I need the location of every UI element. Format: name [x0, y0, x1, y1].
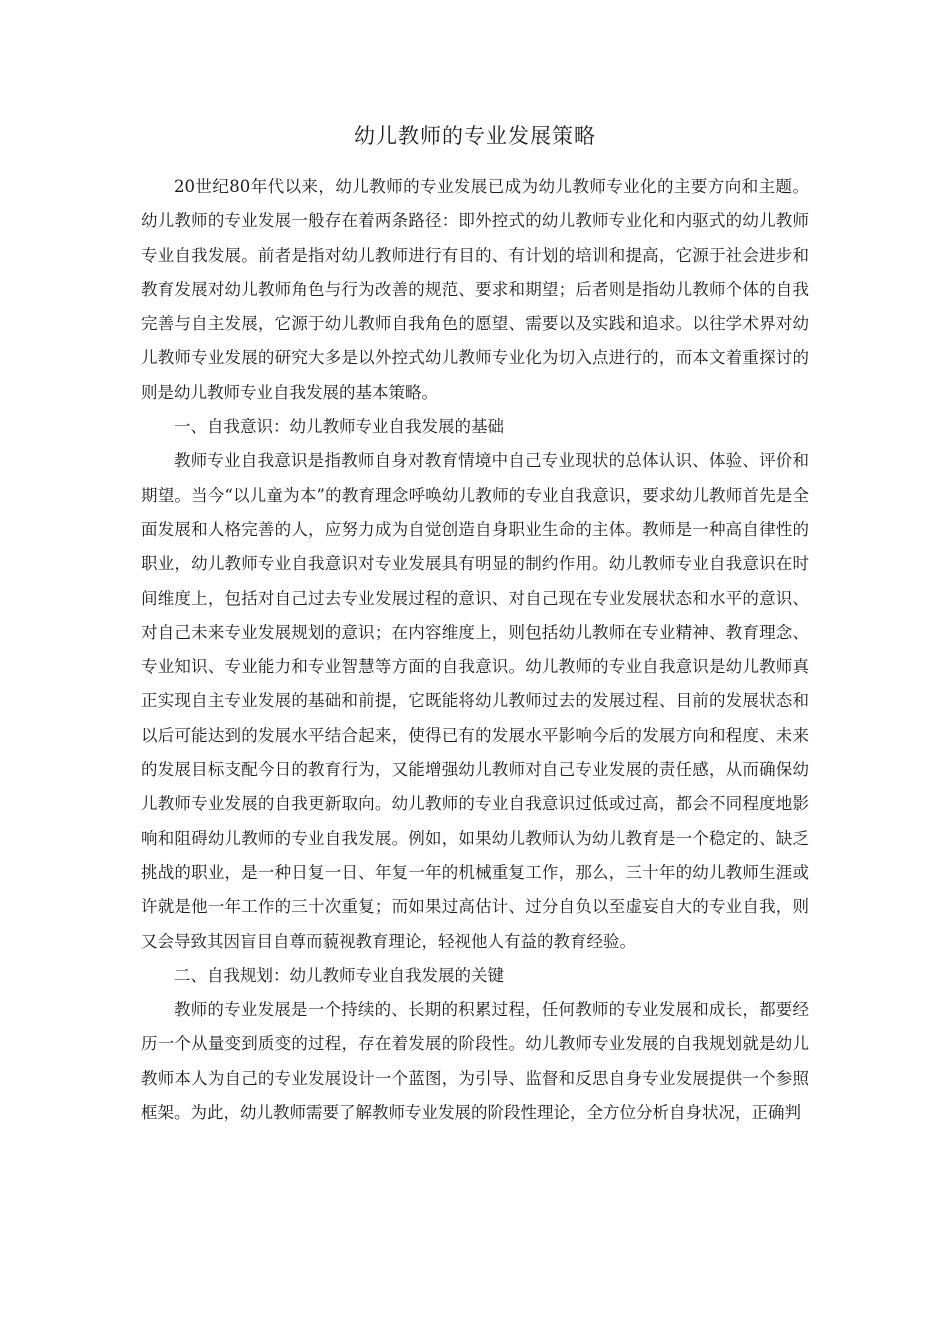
document-title: 幼儿教师的专业发展策略 [354, 124, 596, 148]
section-1-paragraph: 教师专业自我意识是指教师自身对教育情境中自己专业现状的总体认识、体验、评价和期望。当今“以儿童为本”的教育理念呼唤幼儿教师的专业自我意识，要求幼儿教师首先是全面发展和人格完善的人，应努力成为自觉创造自身职业生命的主体。教师是一种高自律性的职业，幼儿教师专业自我意识对专业发展具有明显的制约作用。幼儿教师专业自我意识在时间维度上，包括对自己过去专业发展过程的意识、对自己现在专业发展状态和水平的意识、对自己未来专业发展规划的意识；在内容维度上，则包括幼儿教师在专业精神、教育理念、专业知识、专业能力和专业智慧等方面的自我意识。幼儿教师的专业自我意识是幼儿教师真正实现自主专业发展的基础和前提，它既能将幼儿教师过去的发展过程、目前的发展状态和以后可能达到的发展水平结合起来，使得已有的发展水平影响今后的发展方向和程度、未来的发展目标支配今日的教育行为，又能增强幼儿教师对自己专业发展的责任感，从而确保幼儿教师专业发展的自我更新取向。幼儿教师的专业自我意识过低或过高，都会不同程度地影响和阻碍幼儿教师的专业自我发展。例如，如果幼儿教师认为幼儿教育是一个稳定的、缺乏挑战的职业，是一种日复一日、年复一年的机械重复工作，那么，三十年的幼儿教师生涯或许就是他一年工作的三十次重复；而如果过高估计、过分自负以至虚妄自大的专业自我，则又会导致其因盲目自尊而藐视教育理论，轻视他人有益的教育经验。 [141, 451, 809, 951]
intro-paragraph: 20世纪80年代以来，幼儿教师的专业发展已成为幼儿教师专业化的主要方向和主题。幼儿教师的专业发展一般存在着两条路径：即外控式的幼儿教师专业化和内驱式的幼儿教师专业自我发展。前者是指对幼儿教师进行有目的、有计划的培训和提高，它源于社会进步和教育发展对幼儿教师角色与行为改善的规范、要求和期望；后者则是指幼儿教师个体的自我完善与自主发展，它源于幼儿教师自我角色的愿望、需要以及实践和追求。以往学术界对幼儿教师专业发展的研究大多是以外控式幼儿教师专业化为切入点进行的，而本文着重探讨的则是幼儿教师专业自我发展的基本策略。 [141, 177, 809, 402]
document-body [141, 170, 809, 1130]
section-heading-1: 一、自我意识：幼儿教师专业自我发展的基础 [174, 417, 504, 437]
section-2-paragraph: 教师的专业发展是一个持续的、长期的积累过程，任何教师的专业发展和成长，都要经历一个从量变到质变的过程，存在着发展的阶段性。幼儿教师专业发展的自我规划就是幼儿教师本人为自己的专业发展设计一个蓝图，为引导、监督和反思自身专业发展提供一个参照框架。为此，幼儿教师需要了解教师专业发展的阶段性理论，全方位分析自身状况，正确判 [141, 1000, 809, 1123]
section-heading-2: 二、自我规划：幼儿教师专业自我发展的关键 [174, 965, 504, 985]
